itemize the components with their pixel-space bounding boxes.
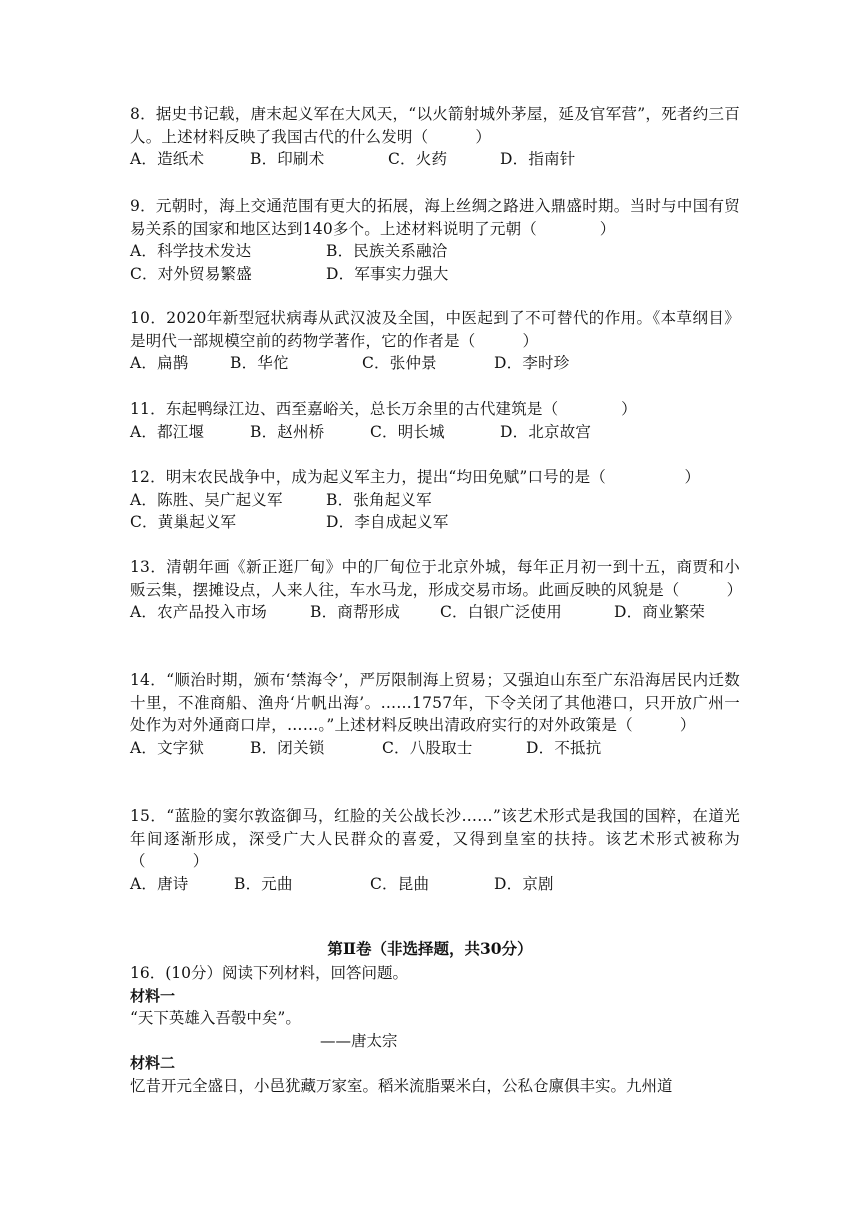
option-c: C．昆曲: [370, 874, 430, 893]
options-row: [130, 489, 740, 512]
option-a: A．文字狱: [130, 738, 205, 757]
question-stem: 15．“蓝脸的窦尔敦盗御马，红脸的关公战长沙……”该艺术形式是我国的国粹，在道光年间逐渐形成，深受广大人民群众的喜爱，又得到皇室的扶持。该艺术形式被称为（ ）: [130, 807, 740, 870]
option-a: A．科学技术发达: [130, 242, 252, 260]
option-d: D．京剧: [494, 874, 554, 893]
section-2-title: 第Ⅱ卷（非选择题，共30分）: [327, 939, 533, 958]
question-stem: 14．“顺治时期，颁布‘禁海令’，严厉限制海上贸易；又强迫山东至广东沿海居民内迁数十里，不准商船、渔舟‘片帆出海’。……1757年，下令关闭了其他港口，只开放广州一处作为对外通商口岸，……。”上述材料反映出清政府实行的对外政策是（ ）: [130, 671, 740, 734]
option-b: B．印刷术: [250, 150, 325, 168]
question-11: [130, 398, 740, 443]
option-b: B．民族关系融洽: [326, 242, 448, 260]
question-14: [130, 669, 740, 759]
option-b: B．赵州桥: [250, 422, 325, 441]
question-12: [130, 466, 740, 534]
option-d: D．商业繁荣: [614, 603, 706, 621]
question-stem: 11．东起鸭绿江边、西至嘉峪关，总长万余里的古代建筑是（ ）: [130, 400, 637, 418]
question-stem: 8．据史书记载，唐末起义军在大风天，“以火箭射城外茅屋，延及官军营”，死者约三百人。上述材料反映了我国古代的什么发明（ ）: [130, 105, 740, 146]
options-row: [130, 511, 740, 534]
option-c: C．明长城: [370, 422, 445, 441]
options-row: [130, 263, 740, 286]
question-stem: 9．元朝时，海上交通范围有更大的拓展，海上丝绸之路进入鼎盛时期。当时与中国有贸易关系的国家和地区达到140多个。上述材料说明了元朝（ ）: [130, 197, 740, 238]
option-b: B．闭关锁: [250, 738, 325, 757]
question-stem: 13．清朝年画《新正逛厂甸》中的厂甸位于北京外城，每年正月初一到十五，商贾和小贩云集，摆摊设点，人来人往，车水马龙，形成交易市场。此画反映的风貌是（ ）: [130, 558, 743, 599]
option-b: B．华佗: [230, 354, 289, 372]
option-a: A．陈胜、吴广起义军: [130, 490, 283, 509]
options-row: [130, 421, 740, 444]
options-row: [130, 148, 740, 171]
question-16: [130, 962, 740, 1097]
material-1-source: ——唐太宗: [320, 1031, 398, 1050]
option-b: B．张角起义军: [326, 490, 432, 509]
option-d: D．指南针: [500, 150, 576, 168]
question-9: [130, 195, 740, 285]
option-c: C．对外贸易繁盛: [130, 264, 252, 283]
option-c: C．火药: [388, 150, 448, 168]
option-d: D．李时珍: [494, 354, 570, 372]
option-a: A．农产品投入市场: [130, 603, 267, 621]
options-row: [130, 737, 740, 760]
question-stem: 12．明末农民战争中，成为起义军主力，提出“均田免赋”口号的是（ ）: [130, 468, 701, 486]
options-row: [130, 240, 740, 263]
option-c: C．八股取士: [382, 738, 473, 757]
option-a: A．都江堰: [130, 422, 205, 441]
question-16-intro: 16．(10分）阅读下列材料，回答问题。: [130, 964, 408, 982]
option-d: D．北京故宫: [500, 422, 592, 441]
question-8: [130, 103, 740, 171]
option-b: B．商帮形成: [310, 603, 401, 621]
options-row: [130, 601, 740, 624]
option-a: A．扁鹊: [130, 354, 189, 372]
option-c: C．白银广泛使用: [440, 603, 562, 621]
options-row: [130, 873, 740, 896]
option-c: C．黄巢起义军: [130, 513, 237, 531]
option-c: C．张仲景: [362, 354, 437, 372]
option-d: D．李自成起义军: [326, 513, 449, 531]
question-stem: 10．2020年新型冠状病毒从武汉波及全国，中医起到了不可替代的作用。《本草纲目》是明代一部规模空前的药物学著作，它的作者是（ ）: [130, 309, 740, 350]
options-row: [130, 352, 740, 375]
question-13: [130, 556, 743, 624]
material-2-text: 忆昔开元全盛日，小邑犹藏万家室。稻米流脂粟米白，公私仓廪俱丰实。九州道: [130, 1076, 673, 1095]
question-10: [130, 307, 740, 375]
material-1-text: “天下英雄入吾彀中矣”。: [130, 1009, 301, 1027]
option-d: D．军事实力强大: [326, 264, 449, 283]
option-a: A．造纸术: [130, 150, 205, 168]
option-d: D．不抵抗: [526, 738, 602, 757]
option-a: A．唐诗: [130, 874, 189, 893]
material-1-title: 材料一: [130, 986, 176, 1005]
question-15: [130, 805, 740, 895]
option-b: B．元曲: [234, 874, 293, 893]
material-2-title: 材料二: [130, 1054, 176, 1072]
